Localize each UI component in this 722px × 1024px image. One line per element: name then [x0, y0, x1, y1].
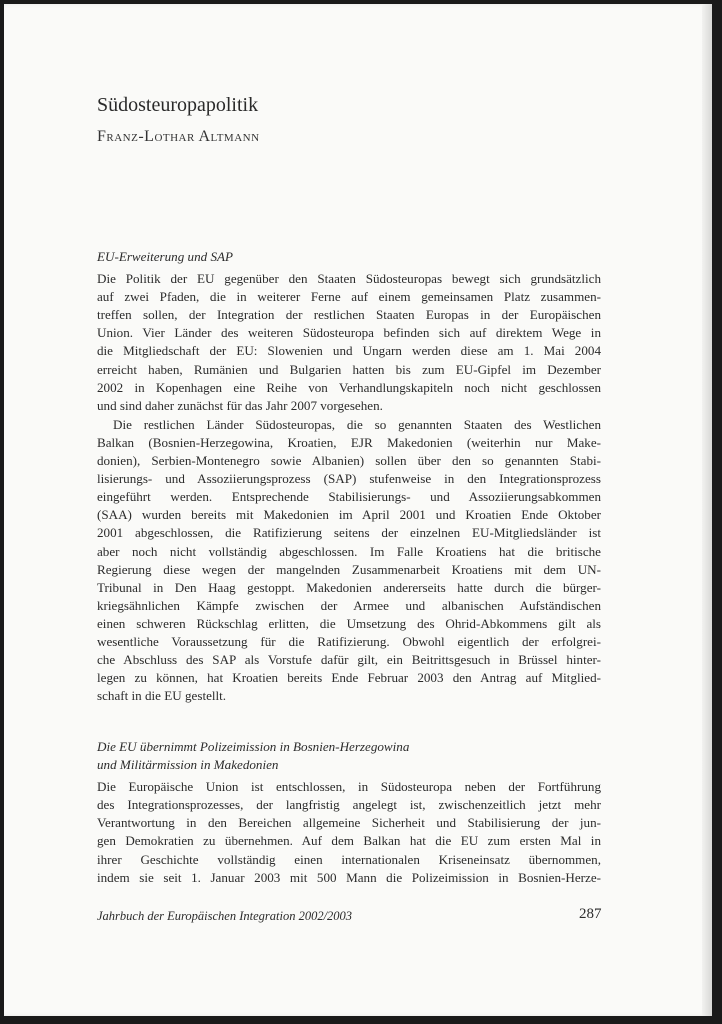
section-heading: Die EU übernimmt Polizeimission in Bosnien-Herzegowina und Militärmission in Makedonien	[97, 739, 410, 773]
text-line: wesentliche Voraussetzung für die Ratifizierung. Obwohl eigentlich der erfolgrei-	[97, 633, 601, 649]
text-line: Tribunal in Den Haag gestoppt. Makedonien andererseits hatte durch die bürger-	[97, 579, 601, 595]
paragraph-1	[97, 270, 601, 415]
text-line: kriegsähnlichen Kämpfe zwischen der Armee und albanischen Aufständischen	[97, 597, 601, 613]
text-line: Die Politik der EU gegenüber den Staaten Südosteuropas bewegt sich grundsätzlich	[97, 271, 601, 287]
text-line: 2001 abgeschlossen, die Ratifizierung seitens der einzelnen EU-Mitgliedsländer ist	[97, 525, 601, 541]
section-eu-erweiterung	[97, 248, 601, 705]
section-eu-missionen	[97, 738, 601, 887]
text-line: Verantwortung in den Bereichen allgemeine Sicherheit und Stabilisierung der jun-	[97, 815, 601, 831]
text-line: einen schweren Rückschlag erlitten, die Umsetzung des Ohrid-Abkommens gilt als	[97, 615, 601, 631]
text-line: auf zwei Pfaden, die in weiterer Ferne auf einem gemeinsamen Platz zusammen-	[97, 289, 601, 305]
text-line: legen zu können, hat Kroatien bereits Ende Februar 2003 den Antrag auf Mitglied-	[97, 670, 601, 686]
text-line: Balkan (Bosnien-Herzegowina, Kroatien, EJR Makedonien (weiterhin nur Make-	[97, 434, 601, 450]
text-line: 2002 in Kopenhagen eine Reihe von Verhandlungskapiteln noch nicht geschlossen	[97, 379, 601, 395]
text-line: Regierung diese wegen der mangelnden Zusammenarbeit Kroatiens mit dem UN-	[97, 561, 601, 577]
journal-footer: Jahrbuch der Europäischen Integration 2002/2003	[97, 909, 353, 923]
text-line: schaft in die EU gestellt.	[97, 688, 227, 704]
text-line: (SAA) wurden bereits mit Makedonien im April 2001 und Kroatien Ende Oktober	[97, 507, 601, 523]
text-line: des Integrationsprozesses, der langfristig angelegt ist, zwischenzeitlich jetzt mehr	[97, 797, 601, 813]
text-line: und sind daher zunächst für das Jahr 2007 vorgesehen.	[97, 397, 383, 413]
paragraph-3	[97, 778, 601, 887]
text-line: lisierungs- und Assoziierungsprozess (SAP) stufenweise in den Integrationsprozess	[97, 471, 601, 487]
page-edge-shadow	[702, 4, 712, 1016]
text-line: donien), Serbien-Montenegro sowie Albanien) sollen über den so genannten Stabi-	[97, 453, 601, 469]
text-line: erreicht haben, Rumänien und Bulgarien hatten bis zum EU-Gipfel im Dezember	[97, 361, 601, 377]
text-line: Union. Vier Länder des weiteren Südosteuropa befinden sich auf direktem Wege in	[97, 325, 601, 341]
text-line: indem sie seit 1. Januar 2003 mit 500 Mann die Polizeimission in Bosnien-Herze-	[97, 869, 601, 885]
article-title: Südosteuropapolitik	[97, 94, 259, 116]
document-page	[4, 4, 712, 1016]
text-line: ihrer Geschichte vollständig einen internationalen Kriseneinsatz übernommen,	[97, 851, 601, 867]
text-line: che Abschluss des SAP als Vorstufe dafür gilt, ein Beitrittsgesuch in Brüssel hinter-	[97, 652, 601, 668]
text-line: die Mitgliedschaft der EU: Slowenien und Ungarn werden diese am 1. Mai 2004	[97, 343, 601, 359]
text-line: gen Demokratien zu übernehmen. Auf dem Balkan hat die EU zum ersten Mal in	[97, 833, 601, 849]
text-line: aber noch nicht vollständig abgeschlossen. Im Falle Kroatiens hat die britische	[97, 543, 601, 559]
section-heading: EU-Erweiterung und SAP	[97, 249, 234, 264]
text-line: treffen sollen, der Integration der restlichen Staaten Europas in der Europäischen	[97, 307, 601, 323]
author-name: Franz-Lothar Altmann	[97, 128, 260, 145]
page-number: 287	[579, 906, 602, 922]
text-line: eingeführt werden. Entsprechende Stabilisierungs- und Assoziierungsabkommen	[97, 489, 601, 505]
paragraph-2	[97, 416, 601, 706]
text-line: Die Europäische Union ist entschlossen, in Südosteuropa neben der Fortführung	[97, 779, 601, 795]
text-line: Die restlichen Länder Südosteuropas, die so genannten Staaten des Westlichen	[113, 416, 601, 432]
